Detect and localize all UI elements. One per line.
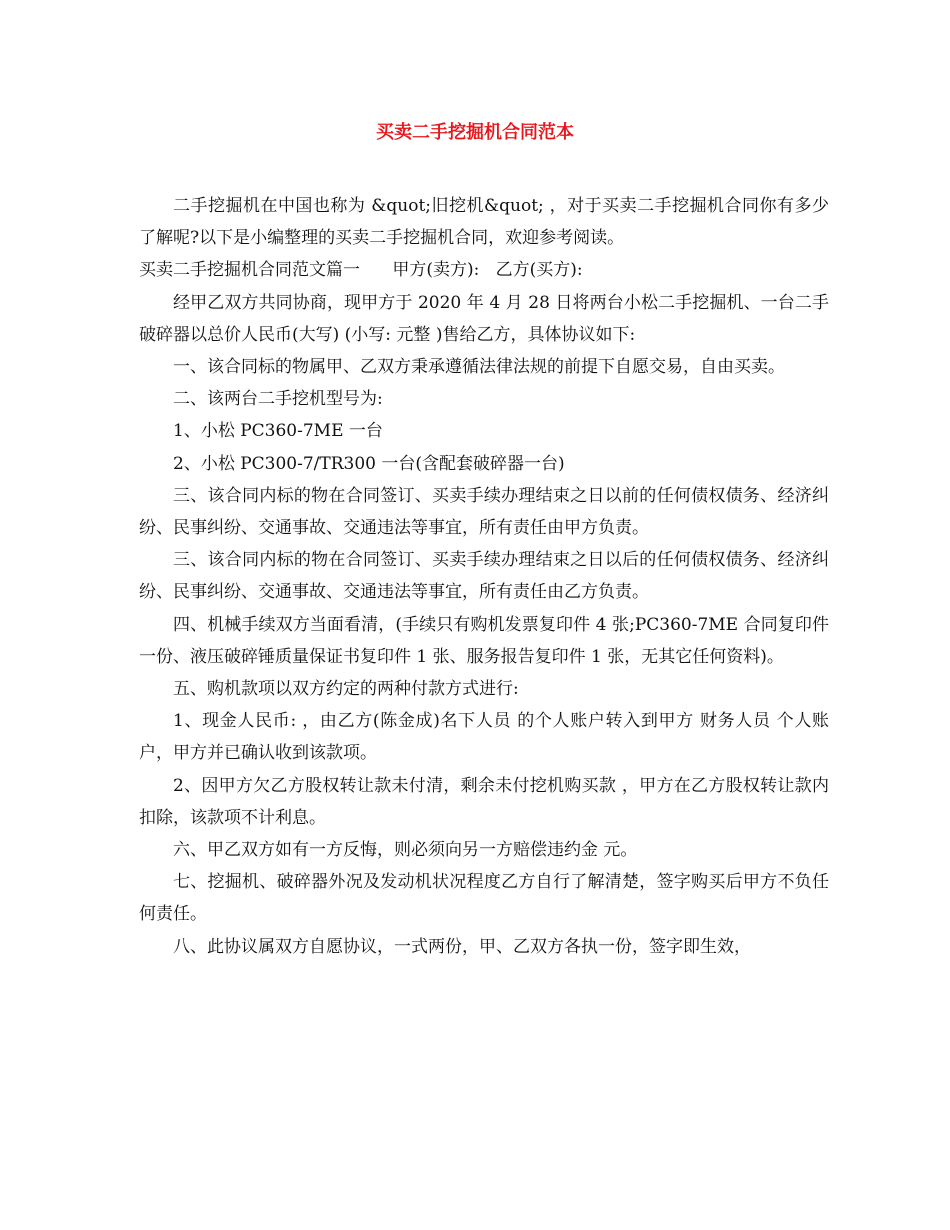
contract-heading-line: 买卖二手挖掘机合同范文篇一 甲方(卖方): 乙方(买方): (139, 260, 583, 281)
clause-2-item-1: 1、小松 PC360-7ME 一台 (173, 421, 383, 442)
agreement-paragraph: 经甲乙双方共同协商，现甲方于 2020 年 4 月 28 日将两台小松二手挖掘机、一台二手破碎器以总价人民币(大写) (小写: 元整 )售给乙方，具体协议如下: (139, 292, 829, 345)
clause-4: 四、机械手续双方当面看清，(手续只有购机发票复印件 4 张;PC360-7ME 合同复印件一份、液压破碎锤质量保证书复印件 1 张、服务报告复印件 1 张，无其它任何资料)。 (139, 614, 829, 667)
document-body (139, 190, 829, 963)
clause-3a: 三、该合同内标的物在合同签订、买卖手续办理结束之日以前的任何债权债务、经济纠纷、民事纠纷、交通事故、交通违法等事宜，所有责任由甲方负责。 (139, 485, 829, 539)
clause-5: 五、购机款项以双方约定的两种付款方式进行: (173, 679, 519, 700)
clause-1: 一、该合同标的物属甲、乙双方秉承遵循法律法规的前提下自愿交易，自由买卖。 (173, 357, 785, 378)
clause-6: 六、甲乙双方如有一方反悔，则必须向另一方赔偿违约金 元。 (173, 840, 638, 861)
clause-7: 七、挖掘机、破碎器外况及发动机状况程度乙方自行了解清楚，签字购买后甲方不负任何责任。 (139, 872, 829, 925)
clause-3b: 三、该合同内标的物在合同签订、买卖手续办理结束之日以后的任何债权债务、经济纠纷、民事纠纷、交通事故、交通违法等事宜，所有责任由乙方负责。 (139, 550, 829, 603)
clause-5-item-1: 1、现金人民币: ，由乙方(陈金成)名下人员 的个人账户转入到甲方 财务人员 个人账户，甲方并已确认收到该款项。 (139, 711, 829, 764)
clause-2: 二、该两台二手挖机型号为: (173, 389, 383, 410)
clause-2-item-2: 2、小松 PC300-7/TR300 一台(含配套破碎器一台) (173, 453, 565, 474)
clause-8: 八、此协议属双方自愿协议，一式两份，甲、乙双方各执一份，签字即生效， (173, 936, 751, 957)
clause-5-item-2: 2、因甲方欠乙方股权转让款未付清，剩余未付挖机购买款 ，甲方在乙方股权转让款内扣除，该款项不计利息。 (139, 775, 829, 828)
document-title: 买卖二手挖掘机合同范本 (376, 122, 574, 143)
intro-paragraph: 二手挖掘机在中国也称为 &quot;旧挖机&quot; ，对于买卖二手挖掘机合同你有多少了解呢?以下是小编整理的买卖二手挖掘机合同，欢迎参考阅读。 (139, 196, 829, 249)
